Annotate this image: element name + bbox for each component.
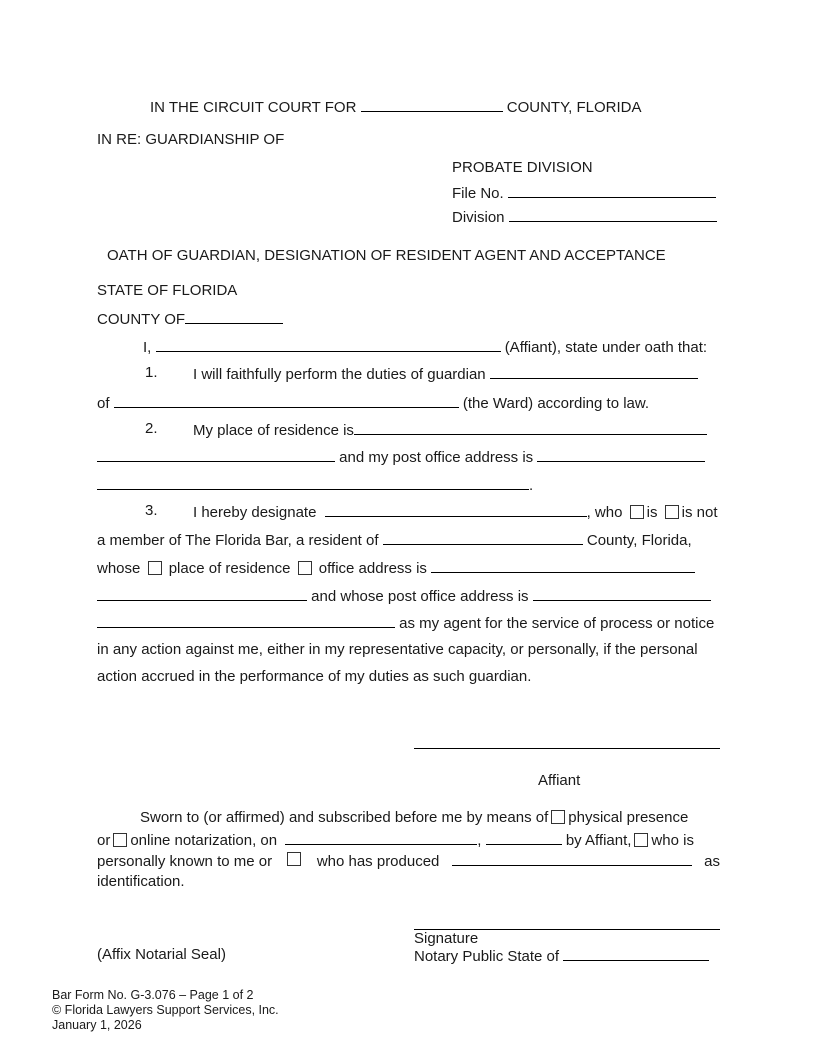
footer <box>52 988 279 1033</box>
footer-date: January 1, 2026 <box>52 1018 142 1032</box>
court-caption <box>150 97 642 117</box>
p3-line4 <box>97 586 711 606</box>
jurat-l2-or: or <box>97 832 111 849</box>
division-blank[interactable] <box>509 207 717 222</box>
jurat-l2-online: online notarization, on <box>130 832 278 849</box>
jurat-l3-a: personally known to me or <box>97 853 273 870</box>
p1-text: I will faithfully perform the duties of guardian <box>193 366 486 383</box>
affiant-name-blank[interactable] <box>156 337 501 352</box>
county-blank[interactable] <box>361 97 503 112</box>
jurat-l1-b: physical presence <box>568 809 689 826</box>
ward-name-blank[interactable] <box>114 393 459 408</box>
p1-of: of <box>97 395 110 412</box>
jurat-line2 <box>97 830 694 850</box>
court-prefix: IN THE CIRCUIT COURT FOR <box>150 99 357 116</box>
jurat-line4: identification. <box>97 873 185 890</box>
document-title: OATH OF GUARDIAN, DESIGNATION OF RESIDENT AGENT AND ACCEPTANCE <box>107 247 666 264</box>
jurat-line3 <box>97 851 720 871</box>
county-row <box>97 309 283 329</box>
notarial-seal-label: (Affix Notarial Seal) <box>97 946 226 963</box>
file-no-row <box>452 183 716 203</box>
p2-post: and my post office address is <box>339 449 534 466</box>
p2-text: My place of residence is <box>193 422 354 439</box>
p3-l4: and whose post office address is <box>311 588 529 605</box>
p3-l5: as my agent for the service of process or notice <box>399 615 715 632</box>
intro-rest: (Affiant), state under oath that: <box>504 339 708 356</box>
file-no-label: File No. <box>452 185 504 202</box>
p1-ward-row <box>97 393 649 413</box>
intro-i: I, <box>143 339 152 356</box>
post-office-blank[interactable] <box>537 447 705 462</box>
agent-address-blank[interactable] <box>431 558 695 573</box>
county-label: COUNTY OF <box>97 311 186 328</box>
p3-text: I hereby designate <box>193 504 317 521</box>
division-row <box>452 207 717 227</box>
in-re-label: IN RE: GUARDIANSHIP OF <box>97 131 285 148</box>
p3-row <box>193 502 718 522</box>
p3-l3-office: office address is <box>318 560 427 577</box>
residence-blank[interactable] <box>354 420 707 435</box>
p3-l2-b: County, Florida, <box>586 532 692 549</box>
p3-l3-residence: place of residence <box>168 560 291 577</box>
p3-number: 3. <box>145 502 158 519</box>
p3-l3-whose: whose <box>97 560 141 577</box>
guardian-name-blank[interactable] <box>490 364 698 379</box>
jurat-l3-as: as <box>704 853 720 870</box>
notary-label: Notary Public State of <box>414 948 560 965</box>
jurat-l2-by: by Affiant, <box>565 832 632 849</box>
jurat-l2-comma: , <box>477 832 482 849</box>
p1-row <box>193 364 698 384</box>
p3-l2-a: a member of The Florida Bar, a resident of <box>97 532 379 549</box>
agent-post-office-blank[interactable] <box>533 586 711 601</box>
p3-line3 <box>97 558 695 578</box>
jurat-line1 <box>140 809 688 827</box>
office-address-checkbox[interactable] <box>298 561 312 575</box>
notary-state-blank[interactable] <box>563 946 709 961</box>
place-of-residence-checkbox[interactable] <box>148 561 162 575</box>
online-notarization-checkbox[interactable] <box>113 833 127 847</box>
p1-ward: (the Ward) according to law. <box>462 395 650 412</box>
agent-name-blank[interactable] <box>325 502 587 517</box>
file-no-blank[interactable] <box>508 183 716 198</box>
residence-continued-blank[interactable] <box>97 447 335 462</box>
footer-copyright: © Florida Lawyers Support Services, Inc. <box>52 1003 279 1017</box>
p3-line2 <box>97 530 692 550</box>
notarization-date-blank[interactable] <box>285 830 477 845</box>
produced-id-checkbox[interactable] <box>287 852 301 866</box>
personally-known-checkbox[interactable] <box>634 833 648 847</box>
p2-number: 2. <box>145 420 158 437</box>
notarization-year-blank[interactable] <box>486 830 562 845</box>
division-label: Division <box>452 209 505 226</box>
p3-line5 <box>97 613 714 633</box>
p2-end-row <box>97 475 533 495</box>
jurat-l3-b: who has produced <box>316 853 440 870</box>
footer-form-no: Bar Form No. G-3.076 – Page 1 of 2 <box>52 988 254 1002</box>
affiant-label: Affiant <box>538 772 581 789</box>
probate-division-label: PROBATE DIVISION <box>452 159 593 176</box>
jurat-l2-who: who is <box>651 832 694 849</box>
agent-address-continued-blank[interactable] <box>97 586 307 601</box>
p3-line7: action accrued in the performance of my duties as such guardian. <box>97 668 532 685</box>
is-not-member-checkbox[interactable] <box>665 505 679 519</box>
p2-row <box>193 420 707 440</box>
is-member-checkbox[interactable] <box>630 505 644 519</box>
affiant-signature-line[interactable] <box>414 748 720 749</box>
post-office-continued-blank[interactable] <box>97 475 529 490</box>
agent-post-office-continued-blank[interactable] <box>97 613 395 628</box>
physical-presence-checkbox[interactable] <box>551 810 565 824</box>
p3-line6: in any action against me, either in my representative capacity, or personally, if the personal <box>97 641 698 658</box>
court-suffix: COUNTY, FLORIDA <box>506 99 642 116</box>
jurat-l1-a: Sworn to (or affirmed) and subscribed before me by means of <box>140 809 549 826</box>
p2-post-row <box>97 447 705 467</box>
notary-row <box>414 946 709 966</box>
p2-end: . <box>529 477 534 494</box>
p3-is: is <box>646 504 658 521</box>
p3-who: , who <box>586 504 623 521</box>
p1-number: 1. <box>145 364 158 381</box>
agent-county-blank[interactable] <box>383 530 583 545</box>
venue-county-blank[interactable] <box>185 309 283 324</box>
identification-blank[interactable] <box>452 851 692 866</box>
intro-row <box>143 337 707 357</box>
signature-label: Signature <box>414 930 479 947</box>
p3-isnot: is not <box>681 504 718 521</box>
state-label: STATE OF FLORIDA <box>97 282 238 299</box>
